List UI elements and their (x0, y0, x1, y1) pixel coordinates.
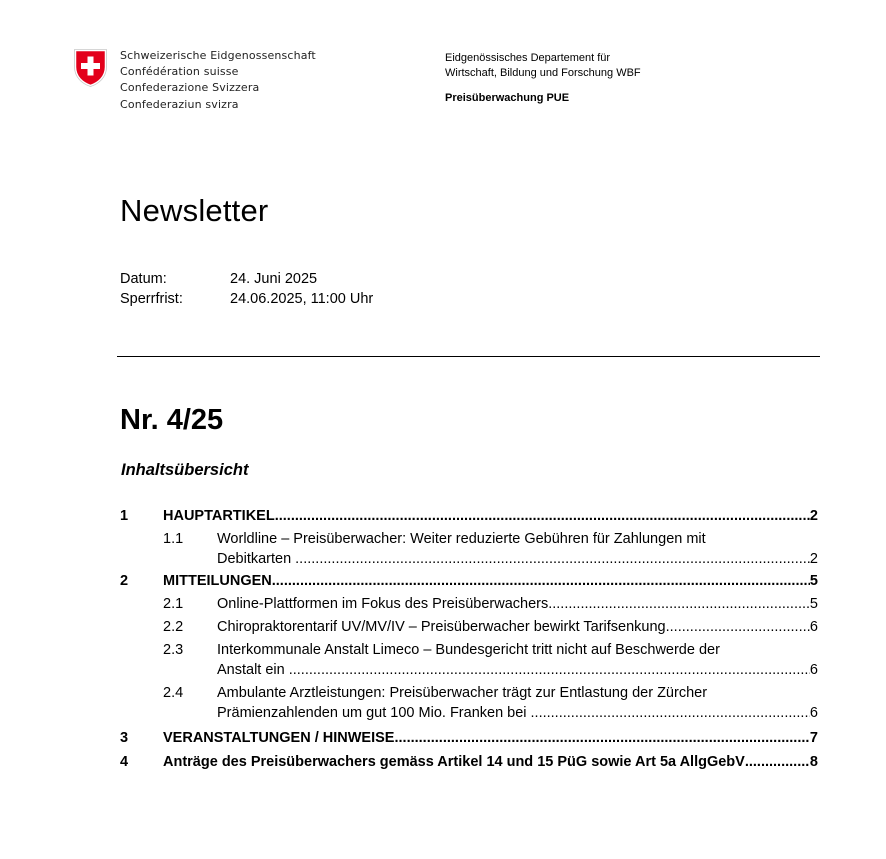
confederation-name-it: Confederazione Svizzera (120, 81, 260, 95)
confederation-name-de: Schweizerische Eidgenossenschaft (120, 49, 316, 62)
toc-page-number: 8 (809, 754, 818, 770)
toc-dot-leader (275, 506, 810, 526)
toc-entry-2-4[interactable] (120, 683, 818, 723)
toc-page-number: 7 (809, 730, 818, 746)
toc-number: 2.3 (163, 642, 184, 658)
table-of-contents (120, 504, 818, 772)
toc-number: 4 (120, 754, 129, 770)
toc-number: 2.4 (163, 685, 184, 701)
confederation-name-fr: Confédération suisse (120, 65, 239, 79)
toc-number: 2.1 (163, 596, 184, 612)
confederation-names (120, 48, 316, 113)
toc-page-number: 6 (809, 619, 818, 635)
toc-title-line-2: Debitkarten (217, 551, 292, 567)
toc-dot-leader (548, 594, 810, 614)
date-label: Datum: (120, 271, 167, 287)
toc-number: 3 (120, 730, 129, 746)
toc-dot-leader (394, 728, 809, 748)
toc-page-number: 6 (809, 662, 818, 678)
toc-entry-2-2[interactable] (120, 617, 818, 637)
toc-page-number: 5 (809, 596, 818, 612)
toc-page-number: 5 (809, 573, 818, 589)
toc-number: 1.1 (163, 531, 184, 547)
toc-title: Anträge des Preisüberwachers gemäss Artikel 14 und 15 PüG sowie Art 5a AllgGebV (163, 754, 745, 770)
toc-dot-leader (291, 549, 810, 569)
toc-number: 2 (120, 573, 129, 589)
office-name: Preisüberwachung PUE (445, 92, 570, 104)
toc-dot-leader (666, 617, 810, 637)
federal-identity (74, 48, 316, 113)
document-meta (120, 269, 373, 309)
swiss-coat-of-arms-icon (74, 49, 107, 87)
embargo-value: 24.06.2025, 11:00 Uhr (230, 291, 374, 307)
issue-number: Nr. 4/25 (120, 404, 224, 436)
toc-title: MITTEILUNGEN (163, 573, 272, 589)
toc-page-number: 6 (809, 705, 818, 721)
date-row (120, 269, 373, 289)
toc-entry-4[interactable] (120, 750, 818, 772)
toc-number: 2.2 (163, 619, 184, 635)
toc-title-line-2: Anstalt ein (217, 662, 285, 678)
toc-entry-2[interactable] (120, 569, 818, 591)
date-value: 24. Juni 2025 (230, 271, 318, 287)
toc-title-line-1: Interkommunale Anstalt Limeco – Bundesgericht tritt nicht auf Beschwerde der (217, 642, 720, 658)
toc-title: Online-Plattformen im Fokus des Preisüberwachers (217, 596, 549, 612)
toc-dot-leader (745, 752, 810, 772)
toc-number: 1 (120, 508, 129, 524)
toc-entry-2-3[interactable] (120, 640, 818, 680)
toc-title-line-1: Worldline – Preisüberwacher: Weiter reduzierte Gebühren für Zahlungen mit (217, 531, 706, 547)
toc-dot-leader (272, 571, 810, 591)
toc-entry-1-1[interactable] (120, 529, 818, 569)
confederation-name-rm: Confederaziun svizra (120, 97, 239, 111)
toc-title: Chiropraktorentarif UV/MV/IV – Preisüberwacher bewirkt Tarifsenkung (217, 619, 666, 635)
toc-entry-3[interactable] (120, 726, 818, 748)
embargo-label: Sperrfrist: (120, 291, 183, 307)
toc-entry-2-1[interactable] (120, 594, 818, 614)
document-title: Newsletter (120, 193, 269, 228)
department-line-2: Wirtschaft, Bildung und Forschung WBF (445, 67, 641, 79)
toc-page-number: 2 (809, 508, 818, 524)
embargo-row (120, 289, 373, 309)
department-block (445, 51, 641, 106)
toc-title-line-2: Prämienzahlenden um gut 100 Mio. Franken bei (217, 705, 527, 721)
toc-entry-1[interactable] (120, 504, 818, 526)
toc-dot-leader (285, 660, 810, 680)
toc-title: VERANSTALTUNGEN / HINWEISE (163, 730, 395, 746)
department-line-1: Eidgenössisches Departement für (445, 52, 611, 64)
toc-page-number: 2 (809, 551, 818, 567)
toc-dot-leader (527, 703, 810, 723)
horizontal-divider (117, 356, 820, 357)
toc-title: HAUPTARTIKEL (163, 508, 275, 524)
toc-title-line-1: Ambulante Arztleistungen: Preisüberwacher trägt zur Entlastung der Zürcher (217, 685, 708, 701)
toc-heading: Inhaltsübersicht (121, 461, 249, 479)
